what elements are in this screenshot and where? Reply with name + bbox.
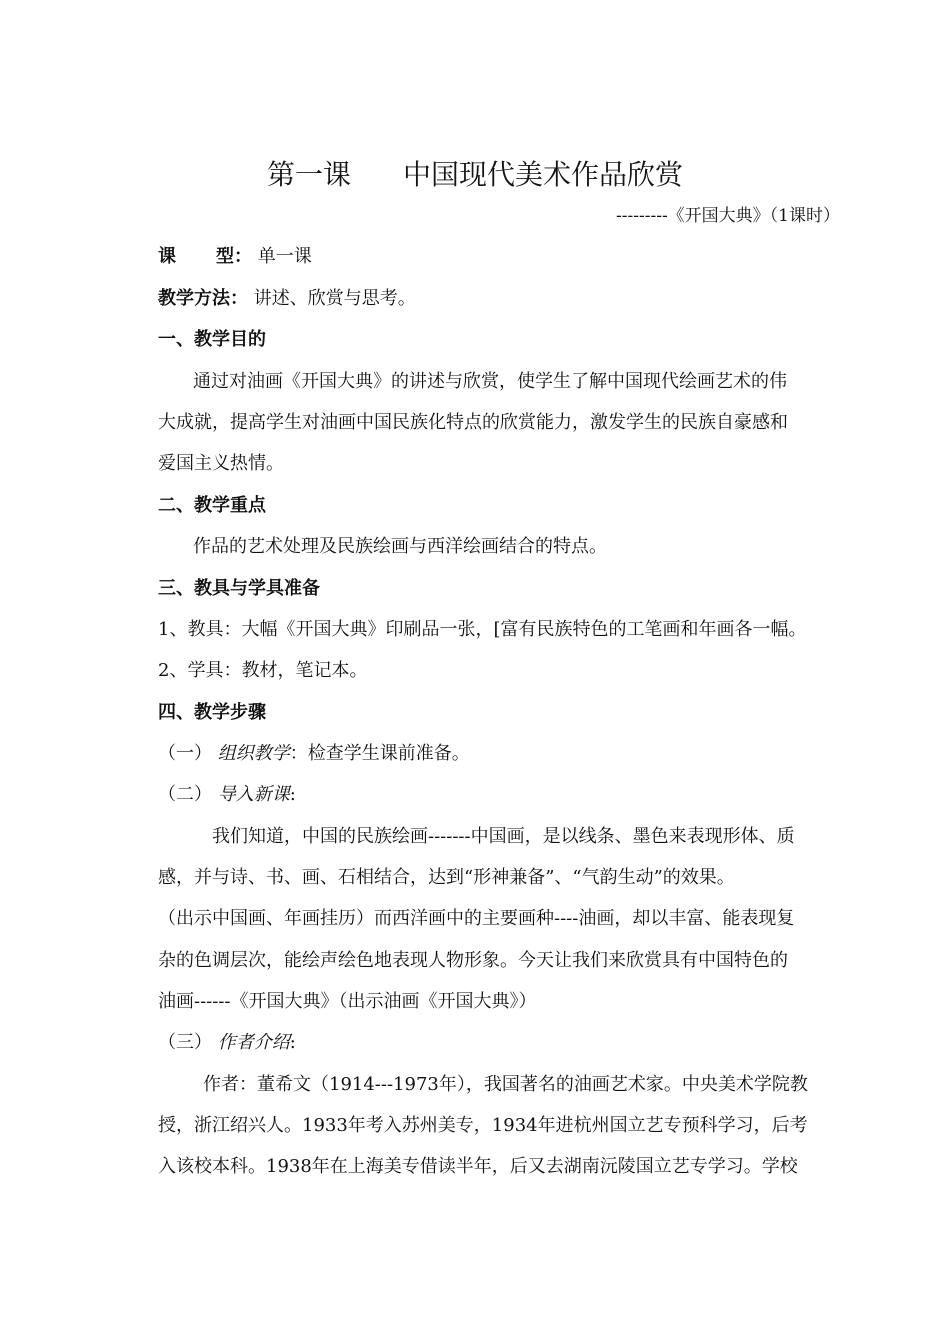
objectives-line-1: 通过对油画《开国大典》的讲述与欣赏，使学生了解中国现代绘画艺术的伟 [193,371,787,392]
intro-line-2: 感，并与诗、书、画、石相结合，达到“形神兼备”、“气韵生动”的效果。 [158,867,735,888]
step-2-number: （二） [158,784,212,805]
objectives-line-2: 大成就，提高学生对油画中国民族化特点的欣赏能力，激发学生的民族自豪感和 [158,412,788,433]
teaching-method-row [158,286,848,312]
intro-line-4: 杂的色调层次，能绘声绘色地表现人物形象。今天让我们来欣赏具有中国特色的 [158,950,788,971]
course-type-value: 单一课 [257,246,312,267]
title-lesson: 第一课 [266,158,351,191]
author-line-3: 入该校本科。1938年在上海美专借读半年，后又去湖南沅陵国立艺专学习。学校 [158,1156,798,1177]
intro-line-1: 我们知道，中国的民族绘画-------中国画，是以线条、墨色来表现形体、质 [212,826,795,847]
step-3-number: （三） [158,1032,212,1053]
step-1-label: 组织教学 [217,743,290,764]
materials-line-2: 2、学具：教材，笔记本。 [158,660,368,681]
intro-line-5: 油画------《开国大典》（出示油画《开国大典》） [158,991,537,1012]
step-3-label: 作者介绍 [217,1032,290,1053]
objectives-line-3: 爱国主义热情。 [158,453,284,474]
section-heading-objectives: 一、教学目的 [158,329,266,350]
teaching-method-value: 讲述、欣赏与思考。 [253,288,416,309]
section-heading-steps: 四、教学步骤 [158,702,266,723]
page-title [0,157,950,193]
step-1-number: （一） [158,743,212,764]
step-1-row: （一） 组织教学：检查学生课前准备。 [158,743,470,764]
step-2-label: 导入新课 [217,784,290,805]
section-heading-materials: 三、教具与学具准备 [158,578,320,599]
key-points-line: 作品的艺术处理及民族绘画与西洋绘画结合的特点。 [193,536,607,557]
intro-line-3: （出示中国画、年画挂历）而西洋画中的主要画种----油画，却以丰富、能表现复 [158,908,795,929]
title-main: 中国现代美术作品欣赏 [403,158,684,191]
author-line-1: 作者：董希文（1914---1973年），我国著名的油画艺术家。中央美术学院教 [203,1074,808,1095]
step-2-row: （二） 导入新课: [158,784,296,805]
materials-line-1: 1、教具：大幅《开国大典》印刷品一张，[富有民族特色的工笔画和年画各一幅。 [158,619,807,640]
section-heading-key-points: 二、教学重点 [158,495,266,516]
course-type-row [158,244,848,270]
page-subtitle: ---------《开国大典》（1课时） [615,206,840,226]
step-1-text: 检查学生课前准备。 [307,743,470,764]
step-3-row: （三） 作者介绍: [158,1032,296,1053]
course-type-key: 课 型： [158,246,252,267]
author-line-2: 授，浙江绍兴人。1933年考入苏州美专，1934年进杭州国立艺专预科学习，后考 [158,1115,808,1136]
teaching-method-key: 教学方法： [158,288,248,309]
